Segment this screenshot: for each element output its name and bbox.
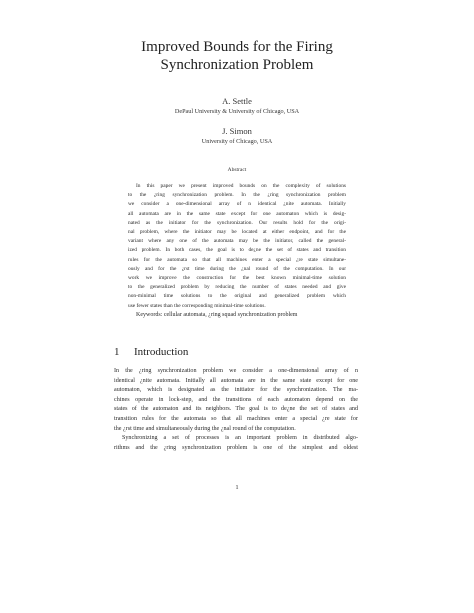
- body-line: the ¿rst time and simultaneously during the ¿nal round of the computation.: [114, 425, 296, 432]
- body-line: transition rules for the automata so that all machines enter a special ¿re state for: [114, 415, 358, 422]
- author-affiliation: University of Chicago, USA: [201, 138, 273, 145]
- abstract-line: all automata are in the same state except for one automaton which is desig-: [128, 210, 346, 217]
- section-heading: [114, 345, 188, 359]
- body-line: identical ¿nite automata. Initially all automata are in the same state except for one: [114, 377, 358, 384]
- author-block-1: [0, 96, 474, 116]
- abstract-line: ously and for the ¿rst time during the ¿nal round of the computation. In our: [128, 265, 346, 272]
- abstract-line: to the ¿ring synchronization problem. In the ¿ring synchronization problem: [128, 192, 346, 199]
- abstract-heading: Abstract: [227, 167, 247, 173]
- keywords: Keywords: cellular automata, ¿ring squad synchronization problem: [136, 312, 298, 318]
- abstract-line: to the generalized problem by reducing the number of states needed and give: [128, 284, 346, 291]
- title-line-2: Synchronization Problem: [160, 57, 314, 73]
- abstract-line: work we improve the construction for the best known minimal-time solution: [128, 275, 346, 282]
- abstract-line: nated as the initiator for the synchronization. Our results hold for the origi-: [128, 219, 346, 226]
- paper-title: [0, 38, 474, 74]
- body-line: states of the automaton and its neighbors. The goal is to de¿ne the set of states and: [114, 406, 358, 413]
- body-line: rithms and the ¿ring synchronization problem is one of the simplest and oldest: [114, 444, 358, 451]
- abstract-line: rules for the automata so that all machines enter a special ¿re state simultane-: [128, 256, 346, 263]
- abstract-line: variant where any one of the automata may be the initiator, called the general-: [128, 238, 346, 245]
- section-title: Introduction: [134, 346, 189, 358]
- title-line-1: Improved Bounds for the Firing: [141, 39, 333, 55]
- section-number: 1: [114, 346, 120, 358]
- author-name: J. Simon: [222, 126, 252, 136]
- author-name: A. Settle: [222, 96, 252, 106]
- abstract-line: we consider a one-dimensional array of n identical ¿nite automata. Initially: [128, 201, 346, 208]
- body-line: automaton, which is designated as the initiator for the synchronization. The ma-: [114, 387, 358, 394]
- author-block-2: [0, 126, 474, 146]
- page-number: 1: [235, 484, 239, 491]
- body-text: [114, 367, 358, 453]
- author-affiliation: DePaul University & University of Chicago, USA: [174, 108, 300, 115]
- abstract-body: [128, 182, 346, 311]
- body-line: Synchronizing a set of processes is an important problem in distributed algo-: [122, 435, 358, 442]
- abstract-line: non-minimal time solutions to the original and generalized problem which: [128, 293, 346, 300]
- abstract-line: In this paper we present improved bounds on the complexity of solutions: [136, 183, 346, 189]
- body-line: chines operate in lock-step, and the transitions of each automaton depend on the: [114, 396, 358, 403]
- abstract-line: ized problem. In both cases, the goal is to de¿ne the set of states and transition: [128, 247, 346, 254]
- abstract-line: nal problem, where the initiator may be located at either endpoint, and for the: [128, 229, 346, 236]
- body-line: In the ¿ring synchronization problem we consider a one-dimensional array of n: [114, 368, 358, 374]
- abstract-line: use fewer states than the corresponding minimal-time solutions.: [128, 302, 266, 309]
